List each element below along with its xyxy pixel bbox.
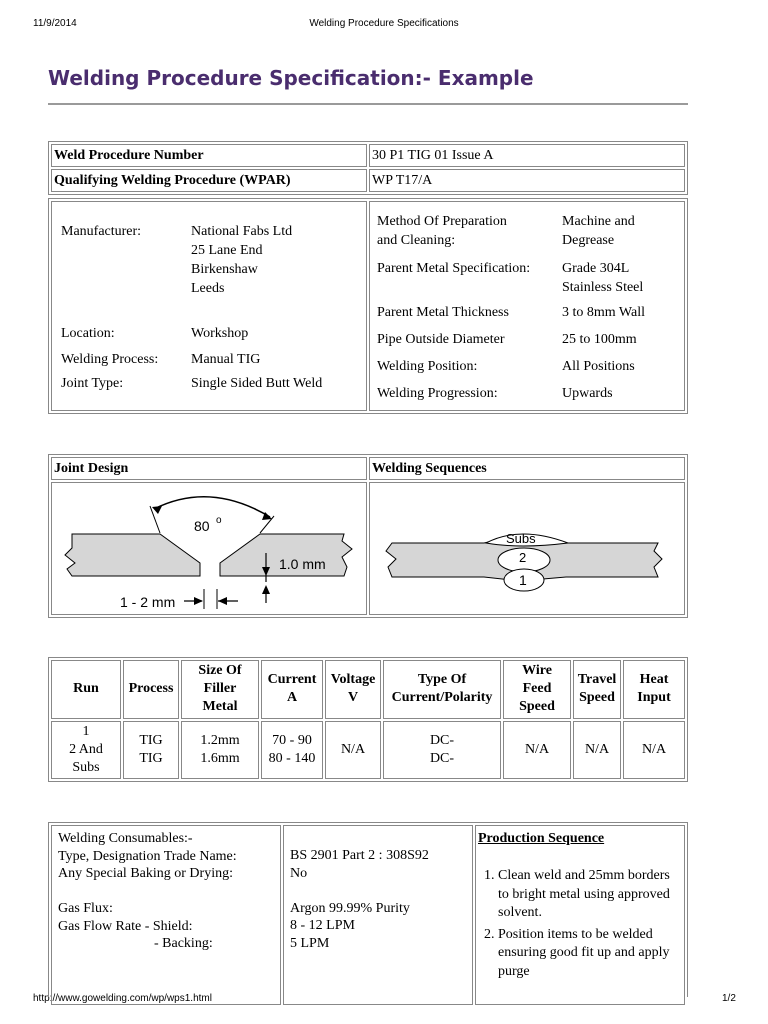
print-url[interactable]: http://www.gowelding.com/wp/wps1.html [33,993,212,1004]
procedure-table [48,141,688,195]
production-sequence-list [478,867,682,984]
wpar-value-cell [369,169,685,192]
joint-type-value: Single Sided Butt Weld [191,376,323,391]
gap-arrow-right [218,597,227,605]
welding-process-label: Welding Process: [61,352,159,367]
thickness-label: Parent Metal Thickness [377,305,509,320]
runs-table [48,657,688,782]
parent-spec-label: Parent Metal Specification: [377,261,531,276]
diameter-value: 25 to 100mm [562,332,637,347]
cell-travel-speed: N/A [573,721,621,780]
cell-heat-input: N/A [623,721,685,780]
consumables-values-cell [283,825,473,1005]
position-label: Welding Position: [377,359,478,374]
welding-sequences-cell [369,482,685,615]
header-filler-size: Size Of Filler Metal [181,660,259,719]
procedure-number-value-cell [369,144,685,167]
print-title: Welding Procedure Specifications [309,18,459,29]
cell-filler-size: 1.2mm 1.6mm [181,721,259,780]
thickness-value: 3 to 8mm Wall [562,305,646,320]
table-row [51,721,685,780]
location-label: Location: [61,326,115,341]
details-left-cell [51,201,367,411]
joint-type-label: Joint Type: [61,376,124,391]
manufacturer-address: National Fabs Ltd 25 Lane End Birkenshaw Leeds [191,224,293,296]
consumables-labels: Welding Consumables:- Type, Designation Trade Name: Any Special Baking or Drying: Gas Flux: Gas Flow Rate - Shield: - Backing: [58,831,237,951]
degree-mark: o [216,515,222,526]
left-plate [65,534,200,576]
gap-label: 1 - 2 mm [120,594,176,610]
design-table [48,454,688,618]
wpar-label: Qualifying Welding Procedure (WPAR) [54,173,291,188]
procedure-number-value: 30 P1 TIG 01 Issue A [372,148,494,163]
location-value: Workshop [191,326,249,341]
details-right-cell [369,201,685,411]
welding-sequences-heading: Welding Sequences [372,461,487,476]
consumables-table [48,822,688,997]
cell-current-type: DC- DC- [383,721,501,780]
joint-design-heading-cell [51,457,367,480]
consumables-values: BS 2901 Part 2 : 308S92 No Argon 99.99% Purity 8 - 12 LPM 5 LPM [290,848,429,951]
cell-wire-feed: N/A [503,721,571,780]
header-current-type: Type Of Current/Polarity [383,660,501,719]
root-face-label: 1.0 mm [279,556,326,572]
cell-process: TIG TIG [123,721,179,780]
joint-design-diagram [52,483,366,614]
cell-voltage: N/A [325,721,381,780]
production-sequence-heading: Production Sequence [478,831,605,846]
root-face-arrow-up [262,585,270,594]
angle-label: 80 [194,518,210,534]
cell-current: 70 - 90 80 - 140 [261,721,323,780]
details-table [48,198,688,414]
consumables-labels-cell [51,825,281,1005]
list-item: 2. Position items to be welded ensuring good fit up and apply purge [498,926,682,982]
parent-spec-value: Grade 304L Stainless Steel [562,261,644,295]
print-page-number: 1/2 [722,993,736,1004]
print-date: 11/9/2014 [33,18,77,29]
welding-process-value: Manual TIG [191,352,261,367]
preparation-value: Machine and Degrease [562,214,635,248]
position-value: All Positions [562,359,635,374]
welding-sequences-heading-cell [369,457,685,480]
wpar-label-cell [51,169,367,192]
manufacturer-label: Manufacturer: [61,224,142,239]
procedure-number-label-cell [51,144,367,167]
header-travel-speed: Travel Speed [573,660,621,719]
title-divider [48,103,688,105]
header-heat-input: Heat Input [623,660,685,719]
run2-label: 2 [519,550,527,565]
header-process: Process [123,660,179,719]
run1-label: 1 [519,572,527,588]
header-run: Run [51,660,121,719]
diameter-label: Pipe Outside Diameter [377,332,505,347]
header-current: Current A [261,660,323,719]
subs-label: Subs [506,531,536,546]
welding-sequences-diagram [370,483,684,614]
production-sequence-cell [475,825,685,1005]
procedure-number-label: Weld Procedure Number [54,148,204,163]
gap-arrow-left [194,597,203,605]
angle-arrow-left [152,506,162,514]
progression-label: Welding Progression: [377,386,498,401]
joint-design-cell [51,482,367,615]
preparation-label: Method Of Preparation and Cleaning: [377,214,507,248]
progression-value: Upwards [562,386,613,401]
cell-run: 1 2 And Subs [51,721,121,780]
angle-arc [154,497,270,517]
wpar-value: WP T17/A [372,173,433,188]
header-voltage: Voltage V [325,660,381,719]
joint-design-heading: Joint Design [54,461,129,476]
list-item: 1. Clean weld and 25mm borders to bright metal using approved solvent. [498,867,682,923]
header-wire-feed: Wire Feed Speed [503,660,571,719]
runs-header-row [51,660,685,719]
page-title: Welding Procedure Specification:- Example [48,66,534,90]
